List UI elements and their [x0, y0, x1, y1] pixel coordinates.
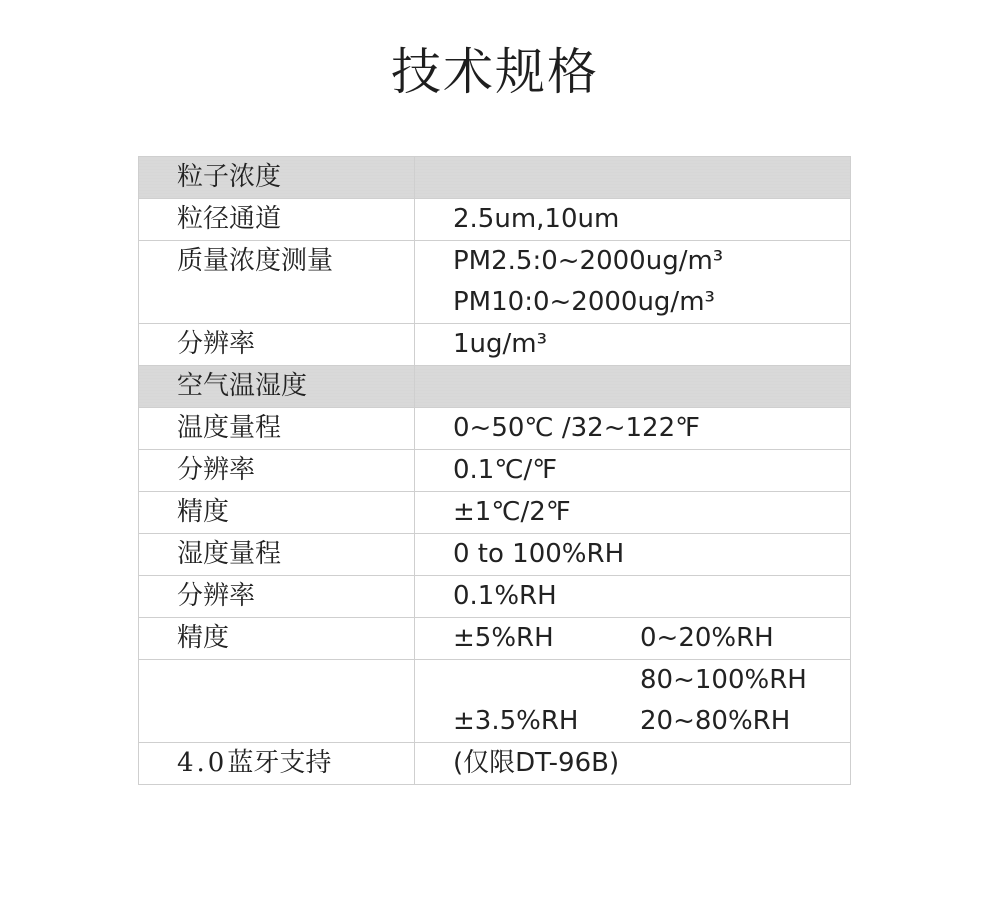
bluetooth-label: 蓝牙支持 [227, 748, 332, 778]
spec-value: (仅限DT-96B) [415, 743, 851, 785]
section-heading: 粒子浓度 [139, 157, 415, 199]
table-row [139, 450, 851, 492]
spec-value-multi [415, 660, 851, 743]
accuracy-line [453, 660, 850, 701]
spec-label: 分辨率 [139, 450, 415, 492]
accuracy-range: 20~80%RH [640, 706, 791, 736]
spec-value: 0~50℃ /32~122℉ [415, 408, 851, 450]
section-heading: 空气温湿度 [139, 366, 415, 408]
accuracy-range: 80~100%RH [640, 665, 807, 695]
spec-label [139, 743, 415, 785]
spec-label: 温度量程 [139, 408, 415, 450]
spec-label: 分辨率 [139, 576, 415, 618]
table-row [139, 199, 851, 241]
table-row [139, 534, 851, 576]
spec-label: 精度 [139, 618, 415, 660]
table-row [139, 408, 851, 450]
spec-value-line: PM2.5:0~2000ug/m³ [453, 246, 724, 276]
spec-value: 0.1℃/℉ [415, 450, 851, 492]
section-heading-empty [415, 157, 851, 199]
spec-label: 精度 [139, 492, 415, 534]
spec-value: 1ug/m³ [415, 324, 851, 366]
accuracy-value: ±5%RH [453, 623, 554, 653]
table-row [139, 241, 851, 324]
spec-label: 湿度量程 [139, 534, 415, 576]
accuracy-value: ±3.5%RH [453, 706, 579, 736]
section-header-climate [139, 366, 851, 408]
accuracy-value [453, 660, 640, 701]
spec-value: 0 to 100%RH [415, 534, 851, 576]
spec-label: 质量浓度测量 [139, 241, 415, 324]
spec-value [415, 618, 851, 660]
spec-value-line: PM10:0~2000ug/m³ [453, 287, 715, 317]
spec-label: 粒径通道 [139, 199, 415, 241]
bluetooth-version: 4.0 [177, 748, 228, 778]
section-header-particle [139, 157, 851, 199]
section-heading-empty [415, 366, 851, 408]
accuracy-range: 0~20%RH [640, 623, 774, 653]
accuracy-line [453, 618, 850, 659]
spec-value-multi [415, 241, 851, 324]
spec-label-empty [139, 660, 415, 743]
accuracy-line [453, 701, 850, 742]
table-row [139, 324, 851, 366]
table-row [139, 576, 851, 618]
spec-value: 0.1%RH [415, 576, 851, 618]
table-row [139, 492, 851, 534]
table-row [139, 618, 851, 660]
spec-label: 分辨率 [139, 324, 415, 366]
table-row [139, 743, 851, 785]
page-title: 技术规格 [391, 43, 599, 101]
table-row [139, 660, 851, 743]
spec-table [138, 156, 851, 785]
spec-value: 2.5um,10um [415, 199, 851, 241]
spec-value: ±1℃/2℉ [415, 492, 851, 534]
